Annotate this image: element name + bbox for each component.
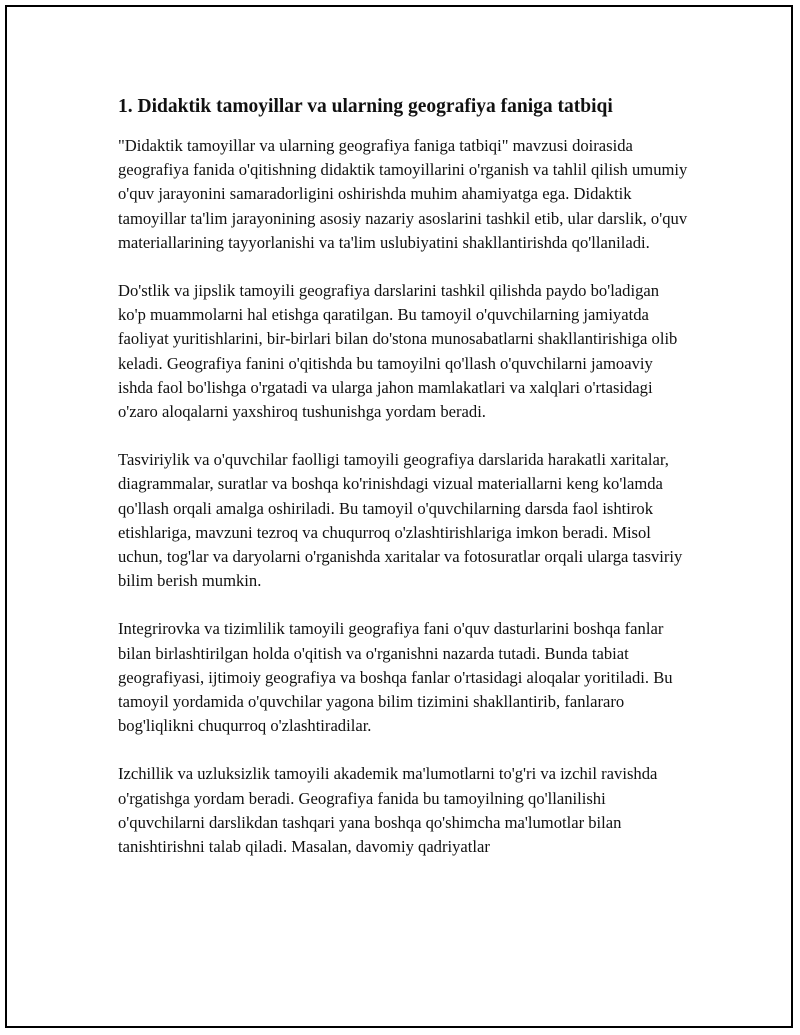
paragraph-4: Integrirovka va tizimlilik tamoyili geografiya fani o'quv dasturlarini boshqa fanlar bilan birlashtirilgan holda o'qitish va o'rganishni nazarda tutadi. Bunda tabiat geografiyasi, ijtimoiy geografiya va boshqa fanlar o'rtasidagi aloqalar yoritiladi. Bu tamoyil yordamida o'quvchilar yagona bilim tizimini shakllantirib, fanlararo bog'liqlikni chuqurroq o'zlashtiradilar. [118, 619, 673, 736]
document-body [118, 92, 690, 883]
paragraph-5: Izchillik va uzluksizlik tamoyili akademik ma'lumotlarni to'g'ri va izchil ravishda o'rgatishga yordam beradi. Geografiya fanida bu tamoyilning qo'llanilishi o'quvchilarni darslikdan tashqari yana boshqa qo'shimcha ma'lumotlar bilan tanishtirishni talab qiladi. Masalan, davomiy qadriyatlar [118, 764, 658, 857]
paragraph-2: Do'stlik va jipslik tamoyili geografiya darslarini tashkil qilishda paydo bo'ladigan ko'p muammolarni hal etishga qaratilgan. Bu tamoyil o'quvchilarning jamiyatda faoliyat yuritishlarini, bir-birlari bilan do'stona munosabatlarni shakllantirishiga olib keladi. Geografiya fanini o'qitishda bu tamoyilni qo'llash o'quvchilarni jamoaviy ishda faol bo'lishga o'rgatadi va ularga jahon mamlakatlari va xalqlari o'rtasidagi o'zaro aloqalarni yaxshiroq tushunishga yordam beradi. [118, 281, 678, 422]
paragraph-1: "Didaktik tamoyillar va ularning geografiya faniga tatbiqi" mavzusi doirasida geografiya fanida o'qitishning didaktik tamoyillarini o'rganish va tahlil qilish umumiy o'quv jarayonini samaradorligini oshirishda muhim ahamiyatga ega. Didaktik tamoyillar ta'lim jarayonining asosiy nazariy asoslarini tashkil etib, ular darslik, o'quv materiallarining tayyorlanishi va ta'lim uslubiyatini shakllantirishda qo'llaniladi. [118, 136, 688, 252]
paragraph-3: Tasviriylik va o'quvchilar faolligi tamoyili geografiya darslarida harakatli xaritalar, diagrammalar, suratlar va boshqa ko'rinishdagi vizual materiallarni keng ko'lamda qo'llash orqali amalga oshiriladi. Bu tamoyil o'quvchilarning darsda faol ishtirok etishlariga, mavzuni tezroq va chuqurroq o'zlashtirishlariga imkon beradi. Misol uchun, tog'lar va daryolarni o'rganishda xaritalar va fotosuratlar orqali ularga tasviriy bilim berish mumkin. [118, 450, 683, 591]
section-heading: 1. Didaktik tamoyillar va ularning geografiya faniga tatbiqi [118, 96, 613, 117]
